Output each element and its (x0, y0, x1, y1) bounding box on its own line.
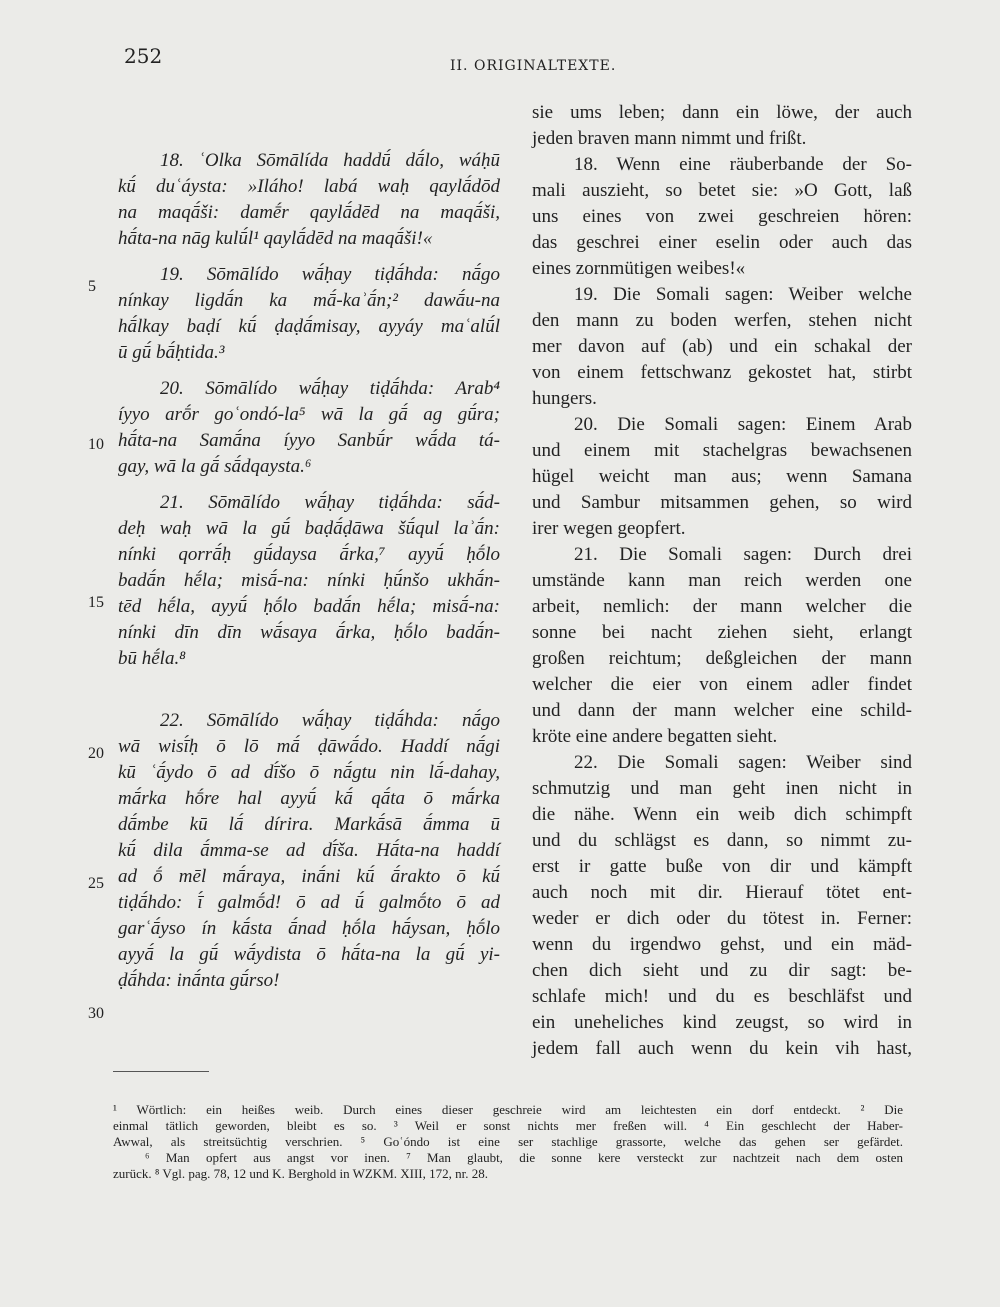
paragraph-17-end-german (532, 100, 912, 152)
paragraph-21-german (532, 542, 912, 750)
text-line: eines zornmütigen weibes!« (532, 258, 746, 279)
text-line: und du schlägst es dann, so nimmt zu- (532, 830, 912, 851)
text-line: kū́ duʿáysta: »Iláho! labá waḥ qaylā́dōd (118, 176, 500, 197)
text-line: 22. Die Somali sagen: Weiber sind (574, 752, 912, 773)
text-line: jeden braven mann nimmt und frißt. (532, 128, 807, 149)
line-number: 30 (88, 1005, 104, 1022)
text-line: tiḍā́hdo: ī́ galmṓd! ō ad ū́ galmṓto ō ad (118, 892, 500, 913)
text-line: gay, wā la gā́ sā́dqaysta.⁶ (118, 456, 312, 477)
line-number: 15 (88, 594, 104, 611)
footnote-line: einmal tätlich geworden, bleibt es so. ³ Weil er sonst nichts mer freßen will. ⁴ Ein geschlecht der Haber- (113, 1118, 903, 1133)
text-line: ayyā́ la gū́ wā́ydista ō hā́ta-na la gū́ yi- (118, 944, 500, 965)
text-line: nínkay ligdā́n ka mā́-kaʾā́n;² dawā́u-na (118, 290, 500, 311)
footnote-rule (113, 1071, 209, 1072)
text-line: mā́rka hṓre hal ayyū́ kā́ qā́ta ō mā́rka (118, 788, 500, 809)
text-line: 19. Die Somali sagen: Weiber welche (574, 284, 912, 305)
text-line: 18. ʿOlka Sōmālída haddū́ dā́lo, wáḥū (160, 150, 500, 171)
text-line: tēd hḗla, ayyū́ ḥṓlo badā́n hḗla; misā́-na: (118, 596, 500, 617)
paragraph-19-german (532, 282, 912, 412)
german-translation-column (532, 100, 912, 1062)
text-line: 21. Sōmālído wā́ḥay tiḍā́hda: sā́d- (160, 492, 500, 513)
text-line: wā wisī́ḥ ō lō mā́ ḍāwā́do. Haddí nā́gi (118, 736, 500, 757)
text-line: hā́lkay baḍí kū́ ḍaḍā́misay, ayyáy maʿalū́l (118, 316, 500, 337)
text-line: íyyo arṓr goʿondó-la⁵ wā la gā́ ag gū́ra; (118, 404, 500, 425)
text-line: 22. Sōmālído wā́ḥay tiḍā́hda: nā́go (160, 710, 500, 731)
paragraph-18-somali (118, 148, 500, 252)
text-line: hungers. (532, 388, 597, 409)
text-line: hā́ta-na nāg kulū́l¹ qaylā́dēd na maqā́ši!« (118, 228, 433, 249)
text-line: 20. Sōmālído wā́ḥay tiḍā́hda: Arab⁴ (160, 378, 500, 399)
line-number: 20 (88, 745, 104, 762)
text-line: und dann der mann welcher eine schild- (532, 700, 912, 721)
footnote-line: ¹ Wörtlich: ein heißes weib. Durch eines dieser geschreie wird am leichtesten ein dorf entdeckt. ² Die (113, 1102, 903, 1117)
text-line: jedem fall auch wenn du kein vih hast, (532, 1038, 912, 1059)
footnotes (113, 1102, 903, 1182)
text-line: ḍā́hda: inā́nta gū́rso! (118, 970, 280, 991)
text-line: nínki qorrā́ḥ gū́daysa ā́rka,⁷ ayyū́ ḥṓlo (118, 544, 500, 565)
footnote-line: Awwal, als streitsüchtig verschrien. ⁵ Goʿóndo ist eine ser stachlige grassorte, welche das gehen ser gefärdet. (113, 1134, 903, 1149)
text-line: chen dich sieht und zu dir sagt: be- (532, 960, 912, 981)
text-line: kröte eine andere begatten sieht. (532, 726, 778, 747)
text-line: weder er dich oder du tötest in. Ferner: (532, 908, 912, 929)
paragraph-20-somali (118, 376, 500, 480)
text-line: 21. Die Somali sagen: Durch drei (574, 544, 912, 565)
text-line: mali auszieht, so betet sie: »O Gott, laß (532, 180, 912, 201)
paragraph-18-german (532, 152, 912, 282)
footnote-line: ⁶ Man opfert aus angst vor inen. ⁷ Man glaubt, die sonne kere versteckt zur nachtzeit nach dem osten (145, 1150, 903, 1165)
text-line: mer davon auf (ab) und ein schakal der (532, 336, 912, 357)
paragraph-20-german (532, 412, 912, 542)
text-line: erst ir gatte buße von dir und kämpft (532, 856, 912, 877)
text-line: schmutzig und man geht inen nicht in (532, 778, 912, 799)
text-line: sonne bei nacht ziehen sieht, erlangt (532, 622, 912, 643)
footnote-line: zurück. ⁸ Vgl. pag. 78, 12 und K. Berghold in WZKM. XIII, 172, nr. 28. (113, 1166, 488, 1181)
text-line: garʿā́yso ín kā́sta ā́nad ḥṓla hā́ysan, ḥṓlo (118, 918, 500, 939)
text-line: hügel weicht man aus; wenn Samana (532, 466, 912, 487)
line-number: 5 (88, 278, 96, 295)
text-line: von einem fettschwanz gekostet hat, stirbt (532, 362, 912, 383)
text-line: badā́n hḗla; misā́-na: nínki ḥū́nšo ukhā́n- (118, 570, 500, 591)
text-line: hā́ta-na Samā́na íyyo Sanbū́r wā́da tá- (118, 430, 500, 451)
text-line: umstände kann man reich werden one (532, 570, 912, 591)
page-number: 252 (124, 44, 163, 68)
paragraph-21-somali (118, 490, 500, 672)
text-line: 19. Sōmālído wā́ḥay tiḍā́hda: nā́go (160, 264, 500, 285)
text-line: ein uneheliches kind zeugst, so wird in (532, 1012, 912, 1033)
text-line: schlafe mich! und du es beschläfst und (532, 986, 912, 1007)
text-line: arbeit, nemlich: der mann welcher die (532, 596, 912, 617)
text-line: na maqā́ši: damḗr qaylā́dēd na maqā́ši, (118, 202, 500, 223)
line-number: 10 (88, 436, 104, 453)
text-line: 20. Die Somali sagen: Einem Arab (574, 414, 912, 435)
text-line: nínki dīn dīn wā́saya ā́rka, ḥṓlo badā́n- (118, 622, 500, 643)
text-line: das geschrei einer eselin oder auch das (532, 232, 912, 253)
text-line: und Sambur mitsammen gehen, so wird (532, 492, 912, 513)
paragraph-19-somali (118, 262, 500, 366)
text-line: sie ums leben; dann ein löwe, der auch (532, 102, 912, 123)
text-line: ū gū́ bā́ḥtida.³ (118, 342, 225, 363)
text-line: auch noch mit dir. Hierauf tötet ent- (532, 882, 912, 903)
text-line: wenn du irgendwo gehst, und ein mäd- (532, 934, 912, 955)
text-line: kū ʿā́ydo ō ad dī́šo ō nā́gtu nin lā́-dahay, (118, 762, 500, 783)
text-line: welcher die eier von einem adler findet (532, 674, 912, 695)
line-number: 25 (88, 875, 104, 892)
text-line: uns eines von zwei geschreien hören: (532, 206, 912, 227)
text-line: die nähe. Wenn ein weib dich schimpft (532, 804, 912, 825)
text-line: den mann zu boden werfen, stehen nicht (532, 310, 912, 331)
running-head: II. ORIGINALTEXTE. (450, 58, 617, 74)
paragraph-22-german (532, 750, 912, 1062)
text-line: und einem mit stachelgras bewachsenen (532, 440, 912, 461)
text-line: irer wegen geopfert. (532, 518, 686, 539)
text-line: kū́ dila ā́mma-se ad dī́ša. Hā́ta-na haddí (118, 840, 500, 861)
text-line: dā́mbe kū lā́ dírira. Markā́sā ā́mma ū (118, 814, 500, 835)
text-line: großen reichtum; deßgleichen der mann (532, 648, 912, 669)
text-line: ad ṓ mēl mā́raya, inā́ni kū́ ā́rakto ō kū́ (118, 866, 500, 887)
text-line: 18. Wenn eine räuberbande der So- (574, 154, 912, 175)
text-line: bū hḗla.⁸ (118, 648, 186, 669)
text-line: deḥ waḥ wā la gū́ baḍā́ḍāwa šū́qul laʾā́n: (118, 518, 500, 539)
somali-text-column (118, 148, 500, 994)
paragraph-22-somali (118, 708, 500, 994)
